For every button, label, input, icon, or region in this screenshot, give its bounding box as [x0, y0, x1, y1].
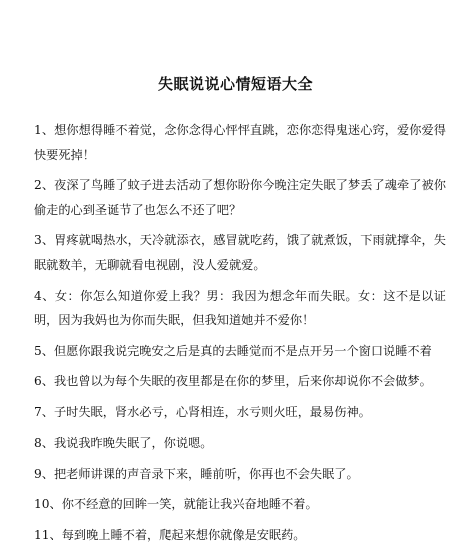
- list-item: 11、每到晚上睡不着，爬起来想你就像是安眠药。: [34, 527, 306, 542]
- document-title: 失眠说说心情短语大全: [157, 75, 313, 93]
- list-item: 1、想你想得睡不着觉，念你念得心怦怦直跳，恋你恋得鬼迷心窍，爱你爱得快要死掉！: [34, 123, 446, 162]
- list-item: 3、胃疼就喝热水，天冷就添衣，感冒就吃药，饿了就煮饭，下雨就撑伞，失眠就数羊，无聊就看电视剧，没人爱就爱。: [34, 233, 446, 272]
- list-item: 6、我也曾以为每个失眠的夜里都是在你的梦里，后来你却说你不会做梦。: [34, 374, 432, 389]
- list-item: 9、把老师讲课的声音录下来，睡前听，你再也不会失眠了。: [34, 466, 359, 481]
- quote-list: [34, 118, 446, 554]
- list-item: 8、我说我昨晚失眠了，你说嗯。: [34, 435, 213, 450]
- list-item: 4、女：你怎么知道你爱上我？男：我因为想念年而失眠。女：这不是以证明，因为我妈也为你而失眠，但我知道她并不爱你！: [34, 288, 446, 328]
- list-item: 10、你不经意的回眸一笑，就能让我兴奋地睡不着。: [34, 497, 318, 512]
- list-item: 5、但愿你跟我说完晚安之后是真的去睡觉而不是点开另一个窗口说睡不着: [34, 343, 432, 358]
- list-item: 7、子时失眠，肾水必亏，心肾相连，水亏则火旺，最易伤神。: [34, 405, 371, 420]
- list-item: 2、夜深了鸟睡了蚊子进去活动了想你盼你今晚注定失眠了梦丢了魂牵了被你偷走的心到圣诞节了也怎么不还了吧？: [34, 178, 446, 217]
